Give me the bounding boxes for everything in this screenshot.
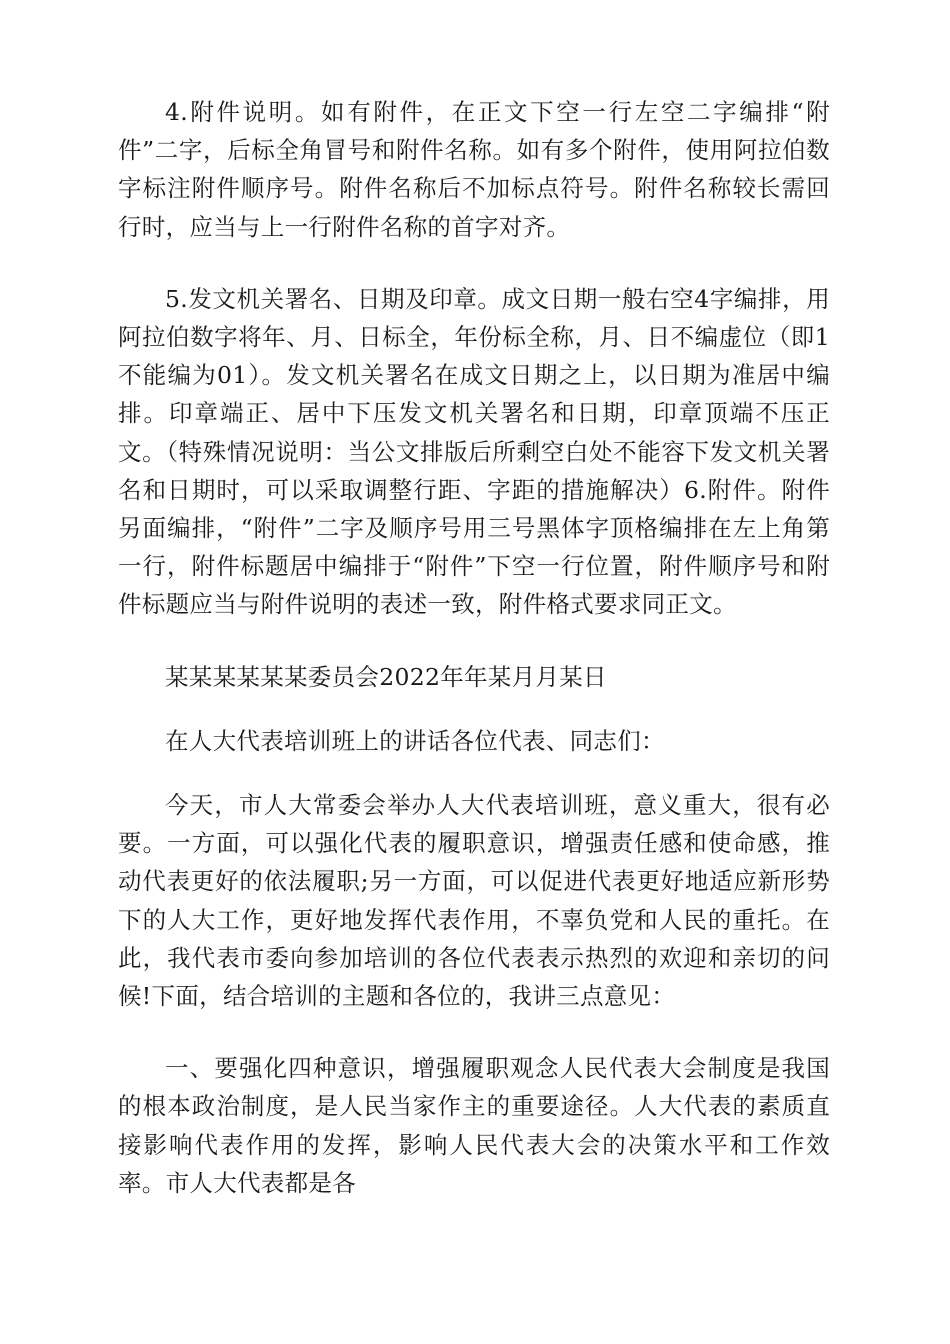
paragraph-speech-intro: 今天，市人大常委会举办人大代表培训班，意义重大，很有必要。一方面，可以强化代表的履职意识，增强责任感和使命感，推动代表更好的依法履职;另一方面，可以促进代表更好地适应新形势下的人大工作，更好地发挥代表作用，不辜负党和人民的重托。在此，我代表市委向参加培训的各位代表表示热烈的欢迎和亲切的问候!下面，结合培训的主题和各位的，我讲三点意见： — [118, 791, 830, 1011]
document-body — [118, 93, 830, 1202]
paragraph-attachment-note: 4.附件说明。如有附件，在正文下空一行左空二字编排“附件”二字，后标全角冒号和附件名称。如有多个附件，使用阿拉伯数字标注附件顺序号。附件名称后不加标点符号。附件名称较长需回行时，应当与上一行附件名称的首字对齐。 — [118, 98, 830, 241]
paragraph-section-one: 一、要强化四种意识，增强履职观念人民代表大会制度是我国的根本政治制度，是人民当家作主的重要途径。人大代表的素质直接影响代表作用的发挥，影响人民代表大会的决策水平和工作效率。市人大代表都是各 — [118, 1054, 830, 1197]
paragraph-issuer-date: 某某某某某某委员会2022年年某月月某日 — [165, 662, 607, 691]
paragraph-signature-date-seal: 5.发文机关署名、日期及印章。成文日期一般右空4字编排，用阿拉伯数字将年、月、日标全，年份标全称，月、日不编虚位（即1不能编为01）。发文机关署名在成文日期之上，以日期为准居中编排。印章端正、居中下压发文机关署名和日期，印章顶端不压正文。（特殊情况说明：当公文排版后所剩空白处不能容下发文机关署名和日期时，可以采取调整行距、字距的措施解决）6.附件。附件另面编排，“附件”二字及顺序号用三号黑体字顶格编排在左上角第一行，附件标题居中编排于“附件”下空一行位置，附件顺序号和附件标题应当与附件说明的表述一致，附件格式要求同正文。 — [118, 284, 830, 619]
paragraph-speech-title: 在人大代表培训班上的讲话各位代表、同志们： — [165, 726, 665, 755]
